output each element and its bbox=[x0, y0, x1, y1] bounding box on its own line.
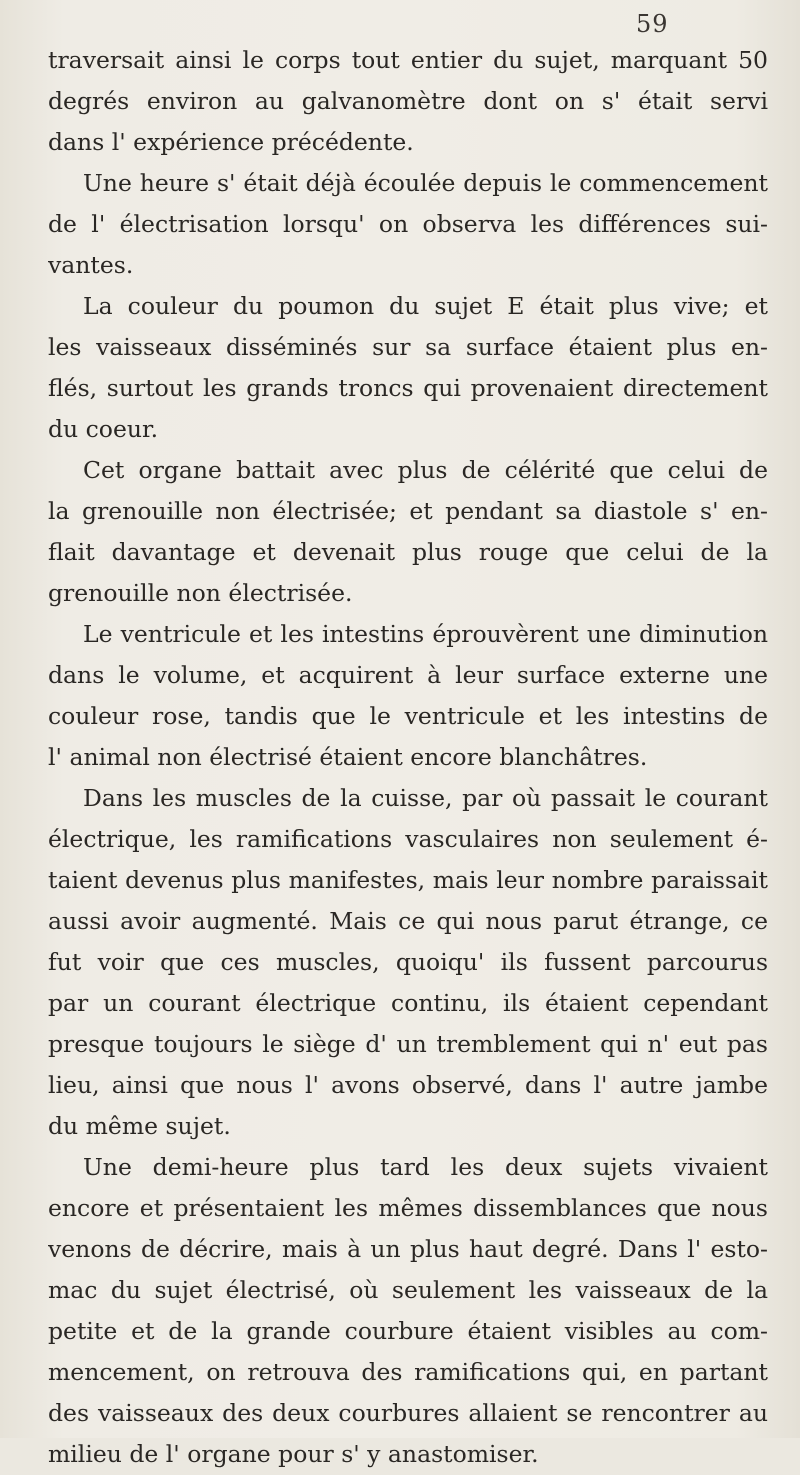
text-line: Dans les muscles de la cuisse, par où passait le courant bbox=[83, 784, 768, 812]
text-line: l' animal non électrisé étaient encore blanchâtres. bbox=[48, 743, 648, 771]
text-line: La couleur du poumon du sujet E était plus vive; et bbox=[83, 292, 768, 320]
text-line: Une demi-heure plus tard les deux sujets vivaient bbox=[83, 1153, 768, 1181]
paragraph bbox=[48, 450, 768, 614]
text-line: flés, surtout les grands troncs qui provenaient directement bbox=[48, 374, 768, 402]
text-line: Le ventricule et les intestins éprouvèrent une diminution bbox=[83, 620, 768, 648]
text-line: mencement, on retrouva des ramifications qui, en partant bbox=[48, 1358, 768, 1386]
text-line: Une heure s' était déjà écoulée depuis le commencement bbox=[83, 169, 768, 197]
text-line: aussi avoir augmenté. Mais ce qui nous parut étrange, ce bbox=[48, 907, 768, 935]
text-line: électrique, les ramifications vasculaires non seulement é- bbox=[48, 825, 768, 853]
text-line: vantes. bbox=[48, 251, 134, 279]
paragraph bbox=[48, 163, 768, 286]
text-line: la grenouille non électrisée; et pendant sa diastole s' en- bbox=[48, 497, 768, 525]
text-line: de l' électrisation lorsqu' on observa les différences sui- bbox=[48, 210, 768, 238]
text-line: Cet organe battait avec plus de célérité que celui de bbox=[83, 456, 768, 484]
paragraph bbox=[48, 40, 768, 163]
text-line: milieu de l' organe pour s' y anastomiser. bbox=[48, 1440, 539, 1468]
paragraph bbox=[48, 286, 768, 450]
text-line: par un courant électrique continu, ils étaient cependant bbox=[48, 989, 768, 1017]
text-line: du coeur. bbox=[48, 415, 159, 443]
text-line: encore et présentaient les mêmes dissemblances que nous bbox=[48, 1194, 768, 1222]
text-line: flait davantage et devenait plus rouge que celui de la bbox=[48, 538, 768, 566]
text-line: des vaisseaux des deux courbures allaient se rencontrer au bbox=[48, 1399, 768, 1427]
text-line: couleur rose, tandis que le ventricule et les intestins de bbox=[48, 702, 768, 730]
text-line: petite et de la grande courbure étaient visibles au com- bbox=[48, 1317, 768, 1345]
text-line: dans le volume, et acquirent à leur surface externe une bbox=[48, 661, 768, 689]
text-line: lieu, ainsi que nous l' avons observé, dans l' autre jambe bbox=[48, 1071, 768, 1099]
text-line: traversait ainsi le corps tout entier du sujet, marquant 50 bbox=[48, 46, 768, 74]
text-line: venons de décrire, mais à un plus haut degré. Dans l' esto- bbox=[48, 1235, 768, 1263]
paragraph bbox=[48, 778, 768, 1147]
text-line: degrés environ au galvanomètre dont on s' était servi bbox=[48, 87, 768, 115]
paragraph bbox=[48, 1147, 768, 1475]
text-line: taient devenus plus manifestes, mais leur nombre paraissait bbox=[48, 866, 768, 894]
text-line: presque toujours le siège d' un tremblement qui n' eut pas bbox=[48, 1030, 768, 1058]
text-line: les vaisseaux disséminés sur sa surface étaient plus en- bbox=[48, 333, 768, 361]
text-line: fut voir que ces muscles, quoiqu' ils fussent parcourus bbox=[48, 948, 768, 976]
paragraph bbox=[48, 614, 768, 778]
body-text bbox=[48, 40, 768, 1475]
text-line: du même sujet. bbox=[48, 1112, 231, 1140]
page-number: 59 bbox=[636, 10, 669, 38]
text-line: dans l' expérience précédente. bbox=[48, 128, 414, 156]
text-line: mac du sujet électrisé, où seulement les vaisseaux de la bbox=[48, 1276, 768, 1304]
text-line: grenouille non électrisée. bbox=[48, 579, 353, 607]
